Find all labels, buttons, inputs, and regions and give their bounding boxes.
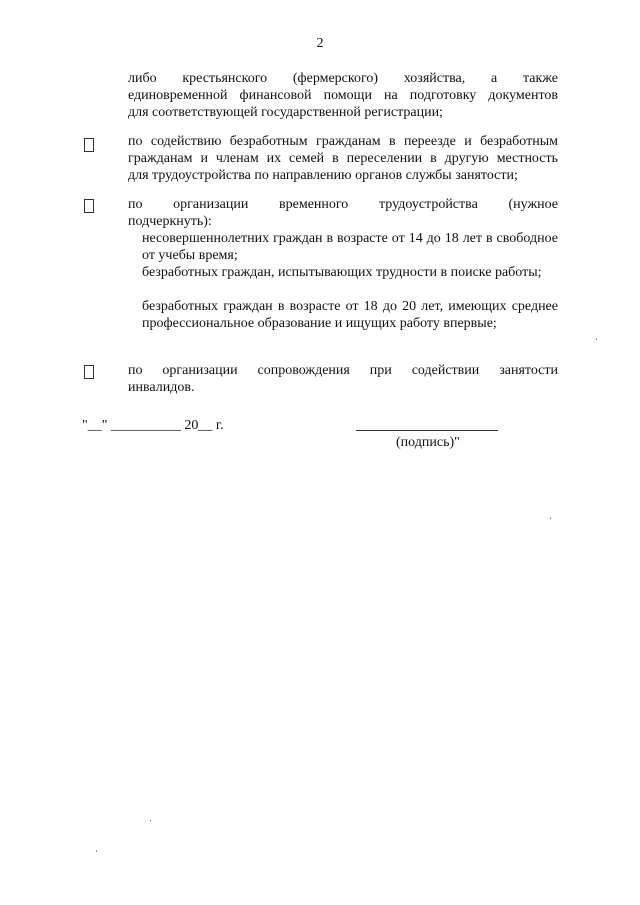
checkbox-temporary-employment[interactable] [84,199,94,213]
list-item-young-graduates: безработных граждан в возрасте от 18 до 20 лет, имеющих среднее профессиональное образование и ищущих работу впервые; [142,299,558,331]
paragraph-relocation [128,133,558,184]
paragraph-line: либо крестьянского (фермерского) хозяйства, а также [128,71,558,86]
paragraph-line: инвалидов. [128,380,195,395]
paragraph-continuation [128,70,558,121]
scan-speck [550,517,551,519]
scan-speck [150,820,151,822]
paragraph-temporary-employment [128,196,558,230]
paragraph-line: для соответствующей государственной регистрации; [128,105,443,120]
signature-caption: (подпись)" [396,435,460,450]
checkbox-disabled-support[interactable] [84,365,94,379]
paragraph-line: гражданам и членам их семей в переселении в другую местность [128,151,558,166]
list-item-job-search-difficulty: безработных граждан, испытывающих трудности в поиске работы; [142,265,542,280]
date-field: "__" __________ 20__ г. [82,418,224,433]
scan-speck [96,850,97,852]
list-item-minors: несовершеннолетних граждан в возрасте от 14 до 18 лет в свободное от учебы время; [142,231,558,263]
paragraph-line: единовременной финансовой помощи на подготовку документов [128,88,558,103]
paragraph-line: по организации временного трудоустройства (нужное [128,197,558,212]
paragraph-disabled-support [128,362,558,396]
signature-line [356,430,498,431]
scan-speck [596,338,597,340]
page-number: 2 [316,36,324,51]
paragraph-line: по организации сопровождения при содействии занятости [128,363,558,378]
checkbox-relocation[interactable] [84,138,94,152]
paragraph-line: для трудоустройства по направлению органов службы занятости; [128,168,518,183]
paragraph-line: по содействию безработным гражданам в переезде и безработным [128,134,558,149]
paragraph-line: подчеркнуть): [128,214,212,229]
